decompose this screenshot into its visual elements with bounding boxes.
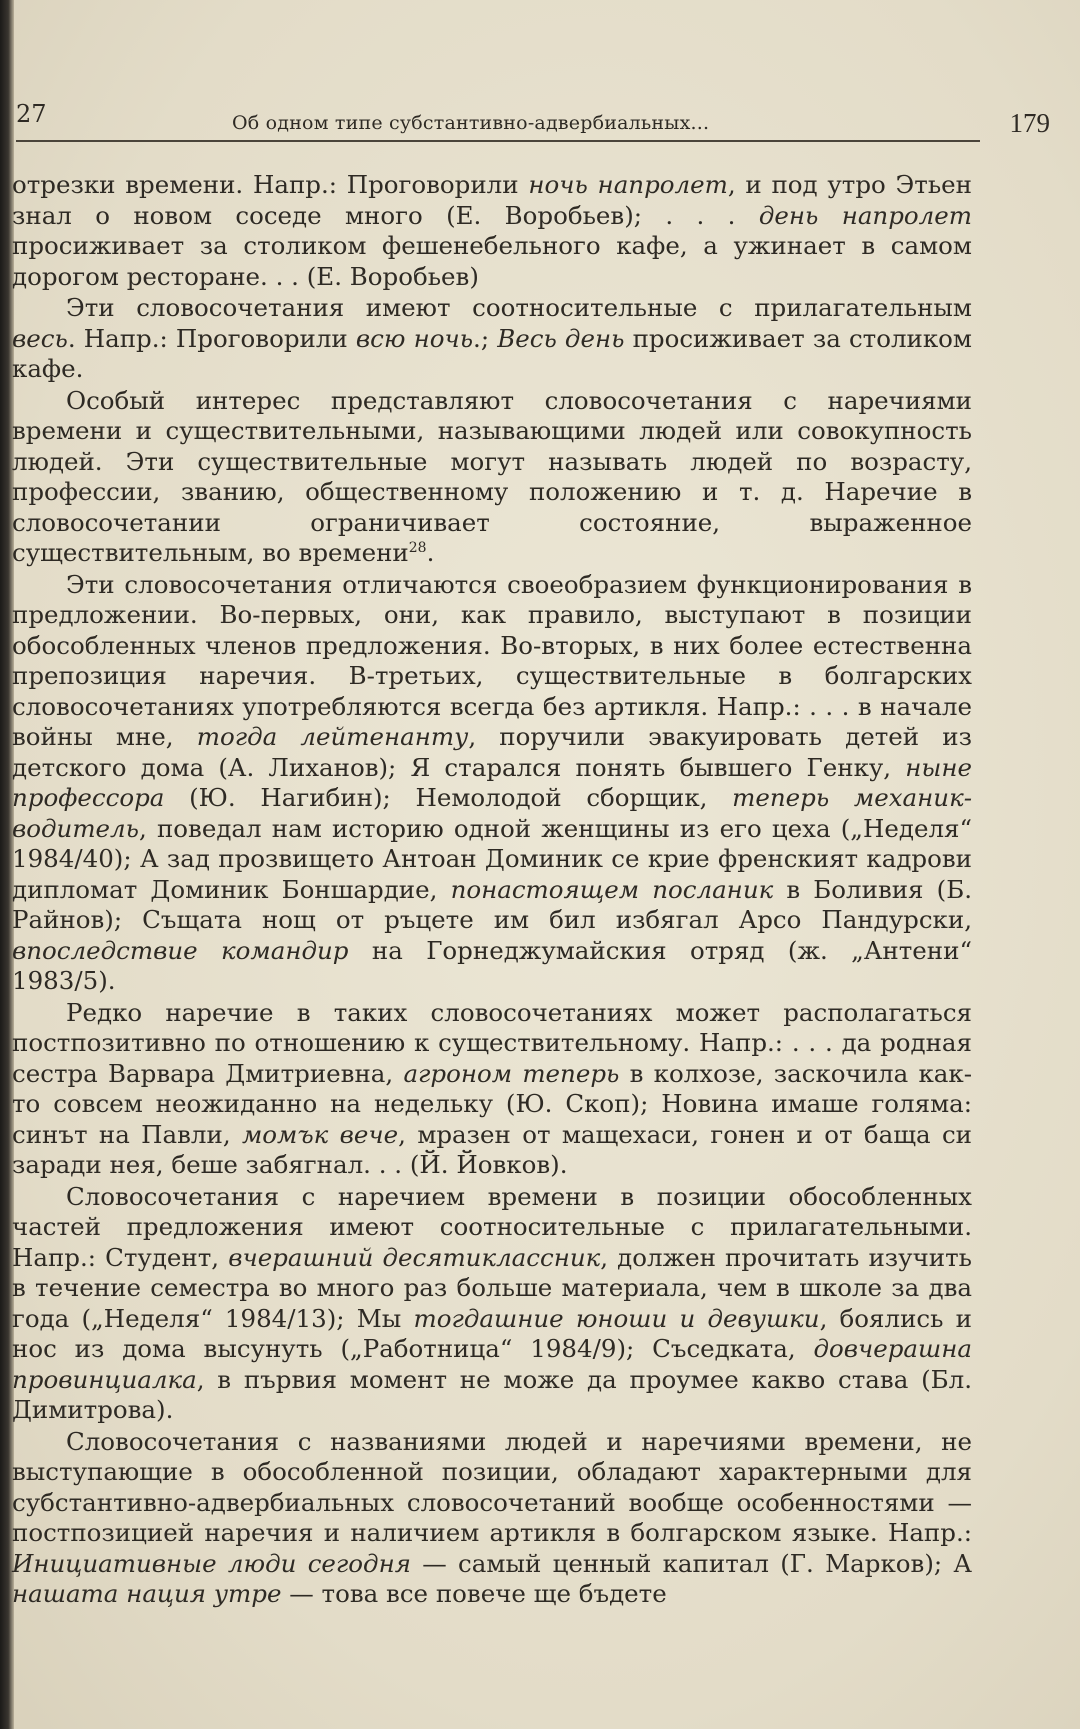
- example-phrase: Инициативные люди сегодня: [12, 1548, 411, 1578]
- paragraph: [12, 386, 972, 569]
- text-run: отрезки времени. Напр.: Проговорили: [12, 170, 529, 199]
- example-phrase: Весь день: [497, 323, 625, 353]
- text-run: Словосочетания с наречием времени в позиции обособленных частей предложения имеют соотносительные с прилагательными. Напр.: Студент,: [12, 1181, 972, 1272]
- example-phrase: тогда лейтенанту: [196, 722, 469, 751]
- text-run: , поведал нам историю одной женщины из его цеха („Неделя“ 1984/40); А зад прозвището Антоан Доминик се крие френският кадрови дипломат Доминик Боншардие,: [12, 813, 972, 904]
- text-run: в Боливия (Б. Райнов); Същата нощ от ръцете им бил избягал Арсо Пандурски,: [12, 874, 972, 934]
- example-phrase: день напролет: [758, 200, 972, 230]
- text-run: , мразен от мащехаси, гонен и от баща си заради нея, беше забягнал. . . (Й. Йовков).: [12, 1119, 972, 1179]
- text-run: .;: [473, 323, 498, 353]
- example-phrase: тогдашние юноши и девушки: [413, 1303, 820, 1333]
- text-run: — това все повече ще бъдете: [281, 1579, 667, 1608]
- example-phrase: впоследствие командир: [12, 935, 349, 965]
- header-left-number: 27: [16, 100, 47, 128]
- paragraph: [12, 170, 972, 292]
- paragraph: [12, 293, 972, 385]
- text-run: просиживает за столиком фешенебельного кафе, а ужинает в самом дорогом ресторане. . . (Е. Воробьев): [12, 231, 972, 291]
- text-run: Редко наречие в таких словосочетаниях может располагаться постпозитивно по отношению к существительному. Напр.: . . . да родная сестра Варвара Дмитриевна,: [12, 997, 972, 1088]
- text-run: , боялись и нос из дома высунуть („Работница“ 1984/9); Съседката,: [12, 1303, 972, 1363]
- running-header: [16, 100, 1050, 142]
- paragraph: [12, 1427, 972, 1610]
- example-phrase: момък вече: [241, 1119, 399, 1149]
- example-phrase: ночь напролет: [528, 170, 728, 199]
- example-phrase: агроном теперь: [403, 1058, 620, 1088]
- text-run: , и под утро Этьен знал о новом соседе много (Е. Воробьев); . . .: [12, 170, 973, 230]
- page-number: 179: [1009, 108, 1050, 138]
- running-title: Об одном типе субстантивно-адвербиальных...: [232, 112, 710, 134]
- example-phrase: теперь механик-водитель: [12, 783, 972, 843]
- text-run: Особый интерес представляют словосочетания с наречиями времени и существительными, называющими людей или совокупность людей. Эти существительные могут называть людей по возрасту, профессии, званию, общественному положению и т. д. Наречие в словосочетании ограничивает состояние, выраженное существительным, во времени: [12, 385, 972, 567]
- text-run: .: [426, 538, 435, 567]
- text-run: , поручили эвакуировать детей из детского дома (А. Лиханов); Я старался понять бывшего Генку,: [12, 722, 972, 782]
- paragraph: [12, 1182, 972, 1426]
- text-run: (Ю. Нагибин); Немолодой сборщик,: [164, 783, 733, 812]
- example-phrase: всю ночь: [355, 323, 474, 353]
- text-run: . Напр.: Проговорили: [67, 323, 356, 353]
- footnote-ref: 28: [408, 539, 427, 556]
- body-text: [12, 170, 972, 1610]
- text-run: на Горнеджумайския отряд (ж. „Антени“ 1983/5).: [12, 935, 972, 995]
- example-phrase: нашата нация утре: [12, 1579, 282, 1608]
- text-run: — самый ценный капитал (Г. Марков); А: [410, 1548, 972, 1578]
- text-run: Словосочетания с названиями людей и наречиями времени, не выступающие в обособленной позиции, обладают характерными для субстантивно-адвербиальных словосочетаний вообще особенностями — постпозицией наречия и наличием артикля в болгарском языке. Напр.:: [12, 1426, 972, 1547]
- example-phrase: вчерашний десятиклассник: [228, 1242, 601, 1272]
- paragraph: [12, 570, 972, 997]
- text-run: , в първия момент не може да проумее какво става (Бл. Димитрова).: [12, 1364, 972, 1424]
- example-phrase: ныне профессора: [12, 752, 972, 812]
- text-run: Эти словосочетания отличаются своеобразием функционирования в предложении. Во-первых, они, как правило, выступают в позиции обособленных членов предложения. Во-вторых, в них более естественна препозиция наречия. В-третьих, существительные в болгарских словосочетаниях употребляются всегда без артикля. Напр.: . . . в начале войны мне,: [12, 569, 972, 751]
- example-phrase: понастоящем посланик: [450, 874, 774, 904]
- paragraph: [12, 998, 972, 1181]
- text-run: в колхозе, заскочила как-то совсем неожиданно на недельку (Ю. Скоп); Новина имаше голяма: синът на Павли,: [12, 1058, 972, 1149]
- text-run: Эти словосочетания имеют соотносительные с прилагательным: [66, 293, 972, 322]
- text-run: , должен прочитать изучить в течение семестра во много раз больше материала, чем в школе за два года („Неделя“ 1984/13); Мы: [12, 1242, 972, 1333]
- text-run: просиживает за столиком кафе.: [12, 323, 972, 383]
- example-phrase: довчерашна провинциалка: [12, 1334, 972, 1394]
- example-phrase: весь: [12, 323, 68, 353]
